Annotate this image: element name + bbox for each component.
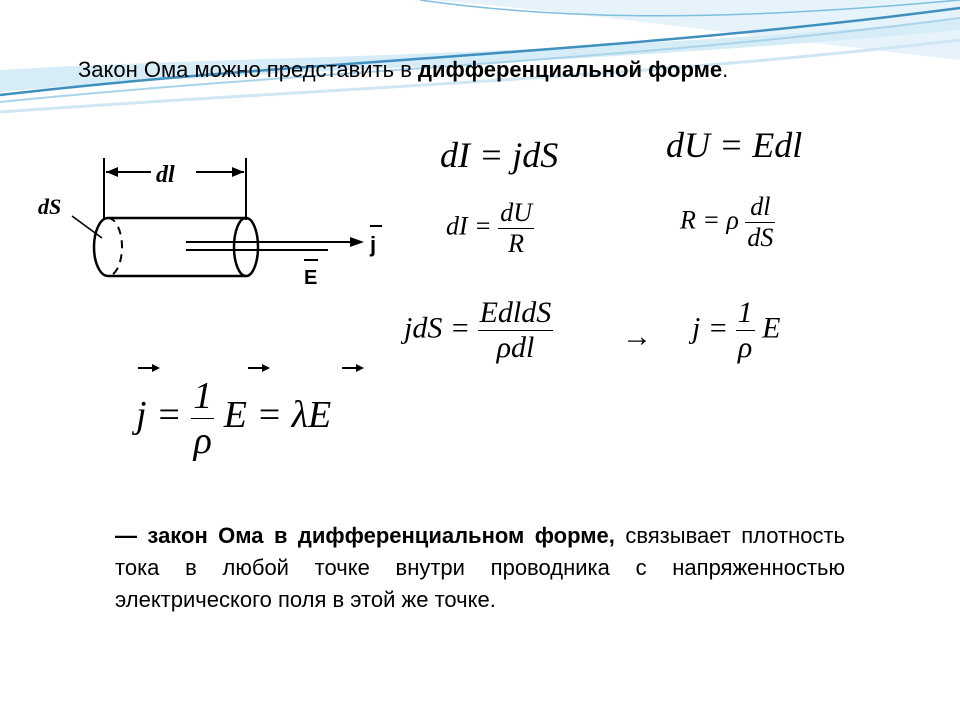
formula-di-du-r <box>446 198 534 259</box>
formula-du-edl: dU = Edl <box>666 125 803 165</box>
formula-r-rho <box>680 192 775 253</box>
f7-den: ρ <box>191 418 214 463</box>
f6-fraction <box>736 296 755 365</box>
label-dl: dl <box>156 162 175 188</box>
description-regular: связывает плотность тока в любой точке внутри проводника с напряженностью электрического поля в этой же точке. <box>115 523 846 612</box>
f7-num: 1 <box>193 375 213 417</box>
f7-fraction <box>191 374 214 463</box>
f3-lhs: dI = <box>446 211 492 241</box>
f3-den: R <box>498 228 534 259</box>
conductor-diagram <box>36 150 406 300</box>
formula-di-jds: dI = jdS <box>440 135 559 175</box>
f7-mid: E = <box>223 394 283 437</box>
formula-j-e <box>692 296 780 365</box>
f4-num: dl <box>750 192 771 221</box>
f5-lhs: jdS = <box>404 311 471 345</box>
f5-fraction <box>478 296 554 365</box>
f5-num: EdldS <box>479 296 552 329</box>
f4-lhs: R = ρ <box>680 205 739 235</box>
formula-jds <box>404 296 553 365</box>
f6-num: 1 <box>737 296 753 329</box>
intro-text <box>78 55 778 85</box>
intro-regular: Закон Ома можно представить в <box>78 57 419 82</box>
label-e: E <box>304 267 318 289</box>
f6-lhs: j = <box>692 311 729 345</box>
intro-bold: дифференциальной форме <box>418 57 723 82</box>
label-j: j <box>370 232 377 257</box>
label-ds: dS <box>38 194 62 219</box>
f6-rhs: E <box>762 311 781 345</box>
intro-end: . <box>722 57 729 82</box>
f5-den: ρdl <box>478 330 554 365</box>
f7-lhs: j = <box>136 394 182 437</box>
formula-j-lambda-e <box>136 374 331 463</box>
description-paragraph <box>115 520 845 616</box>
arrow-implies: → <box>622 320 652 353</box>
f6-den: ρ <box>736 330 755 365</box>
f4-fraction <box>745 192 775 253</box>
conductor-figure <box>36 150 406 305</box>
f3-fraction <box>498 198 534 259</box>
f4-den: dS <box>747 223 774 252</box>
f3-num: dU <box>500 198 532 227</box>
description-bold: — закон Ома в дифференциальном форме, <box>115 523 615 548</box>
f7-rhs: λE <box>291 394 332 437</box>
